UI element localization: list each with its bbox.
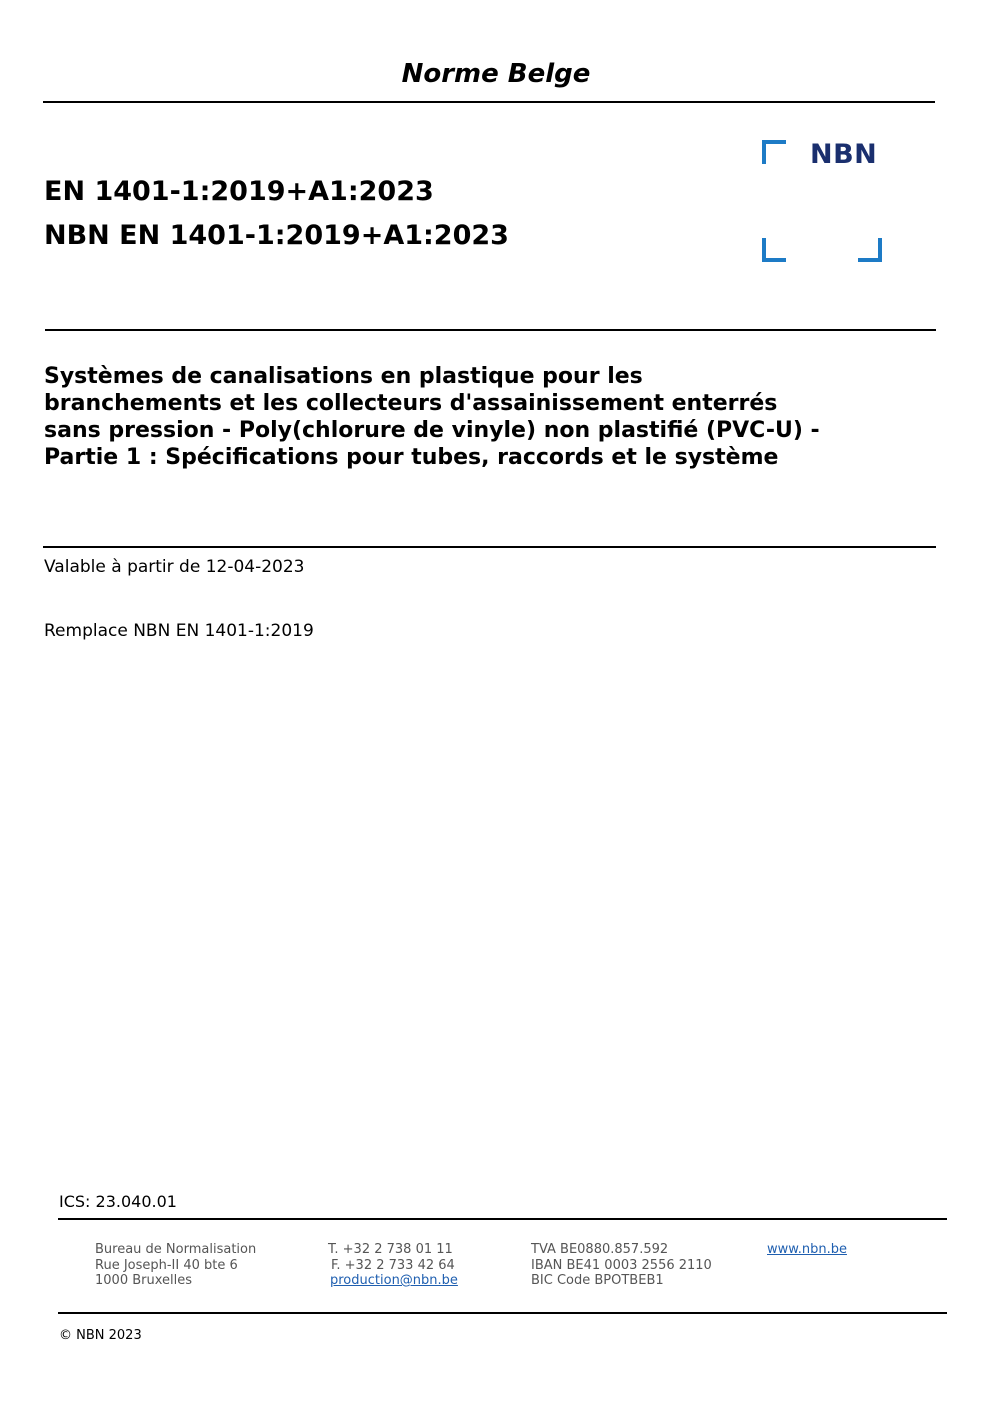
logo-text: NBN bbox=[810, 139, 878, 170]
website-link[interactable]: www.nbn.be bbox=[767, 1242, 847, 1257]
email-link[interactable]: production@nbn.be bbox=[330, 1273, 458, 1288]
address-line: Rue Joseph-II 40 bte 6 bbox=[95, 1257, 238, 1273]
logo-corner-top-left bbox=[762, 140, 786, 164]
fax: F. +32 2 733 42 64 bbox=[331, 1257, 455, 1273]
address-line: Bureau de Normalisation bbox=[95, 1242, 257, 1257]
nbn-logo bbox=[762, 140, 886, 264]
footer-bank bbox=[531, 1242, 712, 1289]
ics-code: ICS: 23.040.01 bbox=[59, 1192, 177, 1211]
logo-corner-bottom-left bbox=[762, 238, 786, 262]
title-line: sans pression - Poly(chlorure de vinyle) non plastifié (PVC-U) - bbox=[44, 418, 820, 443]
header-rule bbox=[43, 101, 935, 103]
header-title: Norme Belge bbox=[401, 59, 591, 89]
title-line: Systèmes de canalisations en plastique pour les bbox=[44, 364, 643, 389]
standard-code-en: EN 1401-1:2019+A1:2023 bbox=[44, 176, 434, 207]
section-rule-1 bbox=[45, 329, 936, 331]
document-title bbox=[44, 363, 944, 471]
logo-corner-bottom-right bbox=[858, 238, 882, 262]
footer-web bbox=[767, 1242, 847, 1258]
title-line: Partie 1 : Spécifications pour tubes, raccords et le système bbox=[44, 445, 779, 470]
title-line: branchements et les collecteurs d'assainissement enterrés bbox=[44, 391, 778, 416]
footer-contact bbox=[328, 1242, 458, 1289]
replaces-standard: Remplace NBN EN 1401-1:2019 bbox=[44, 621, 314, 641]
phone: T. +32 2 738 01 11 bbox=[328, 1242, 453, 1257]
section-rule-2 bbox=[43, 546, 936, 548]
footer-rule-top bbox=[58, 1218, 947, 1220]
tva: TVA BE0880.857.592 bbox=[531, 1242, 669, 1257]
iban: IBAN BE41 0003 2556 2110 bbox=[531, 1257, 712, 1273]
copyright: © NBN 2023 bbox=[59, 1328, 142, 1343]
footer-address bbox=[95, 1242, 256, 1289]
address-line: 1000 Bruxelles bbox=[95, 1273, 193, 1288]
bic: BIC Code BPOTBEB1 bbox=[531, 1273, 664, 1288]
standard-code-nbn: NBN EN 1401-1:2019+A1:2023 bbox=[44, 220, 509, 251]
validity-date: Valable à partir de 12-04-2023 bbox=[44, 557, 305, 577]
footer-rule-bottom bbox=[58, 1312, 947, 1314]
